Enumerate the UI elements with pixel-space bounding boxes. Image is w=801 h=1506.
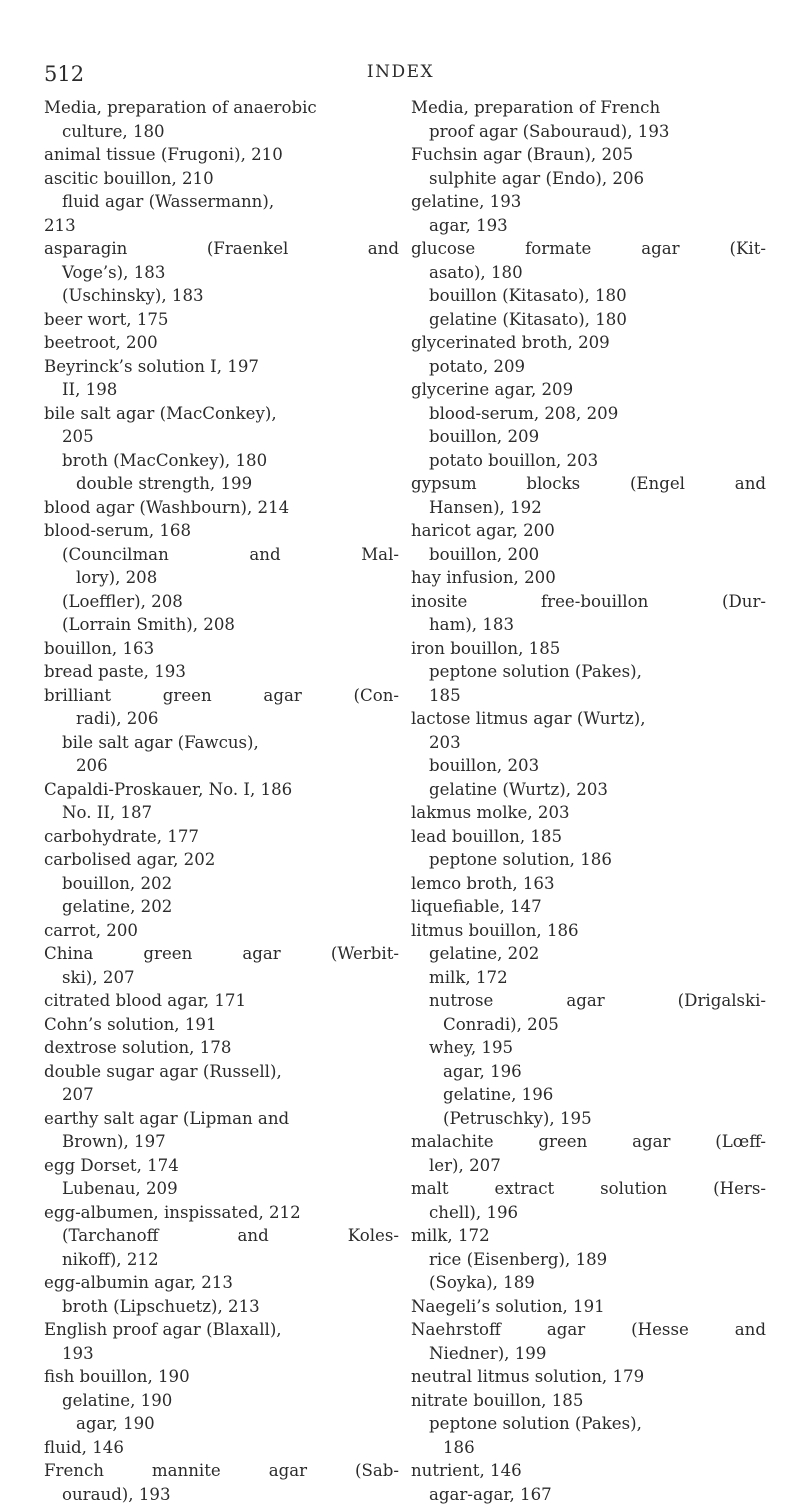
index-entry-line: 193 <box>44 1342 399 1366</box>
index-entry-line: citrated blood agar, 171 <box>44 989 399 1013</box>
index-entry-line: agar, 190 <box>44 1412 399 1436</box>
index-entry-line: Beyrinck’s solution I, 197 <box>44 355 399 379</box>
index-entry-line: bouillon, 200 <box>411 543 766 567</box>
index-entry-line: 185 <box>411 684 766 708</box>
index-entry-line: blood-serum, 208, 209 <box>411 402 766 426</box>
index-entry-line: Brown), 197 <box>44 1130 399 1154</box>
running-header <box>0 62 801 88</box>
index-entry-line: haricot agar, 200 <box>411 519 766 543</box>
index-entry-line: Hansen), 192 <box>411 496 766 520</box>
index-entry-line: China green agar (Werbit- <box>44 942 399 966</box>
index-entry-line: 206 <box>44 754 399 778</box>
index-entry-line: Media, preparation of anaerobic <box>44 96 399 120</box>
index-entry-line: bread paste, 193 <box>44 660 399 684</box>
index-entry-line: beer wort, 175 <box>44 308 399 332</box>
index-entry-line: egg-albumin agar, 213 <box>44 1271 399 1295</box>
index-entry-line: broth (MacConkey), 180 <box>44 449 399 473</box>
index-entry-line: blood agar (Washbourn), 214 <box>44 496 399 520</box>
index-entry-line: peptone solution (Pakes), <box>411 1412 766 1436</box>
index-entry-line: whey, 195 <box>411 1036 766 1060</box>
index-entry-line: litmus bouillon, 186 <box>411 919 766 943</box>
index-entry-line: lead bouillon, 185 <box>411 825 766 849</box>
running-title: INDEX <box>0 62 801 82</box>
index-entry-line: asparagin (Fraenkel and <box>44 237 399 261</box>
index-entry-line: Conradi), 205 <box>411 1013 766 1037</box>
index-entry-line: fluid agar (Wassermann), <box>44 190 399 214</box>
index-entry-line: 213 <box>44 214 399 238</box>
index-entry-line: gelatine, 190 <box>44 1389 399 1413</box>
index-entry-line: carbolised agar, 202 <box>44 848 399 872</box>
index-entry-line: gelatine, 193 <box>411 190 766 214</box>
index-entry-line: ouraud), 193 <box>44 1483 399 1506</box>
index-entry-line: Cohn’s solution, 191 <box>44 1013 399 1037</box>
index-entry-line: asato), 180 <box>411 261 766 285</box>
index-entry-line: malachite green agar (Lœff- <box>411 1130 766 1154</box>
index-entry-line: Niedner), 199 <box>411 1342 766 1366</box>
index-entry-line: (Loeffler), 208 <box>44 590 399 614</box>
index-entry-line: hay infusion, 200 <box>411 566 766 590</box>
index-entry-line: chell), 196 <box>411 1201 766 1225</box>
index-entry-line: bile salt agar (MacConkey), <box>44 402 399 426</box>
index-entry-line: double strength, 199 <box>44 472 399 496</box>
index-entry-line: dextrose solution, 178 <box>44 1036 399 1060</box>
index-entry-line: rice (Eisenberg), 189 <box>411 1248 766 1272</box>
index-entry-line: fish bouillon, 190 <box>44 1365 399 1389</box>
index-entry-line: II, 198 <box>44 378 399 402</box>
index-entry-line: bouillon, 202 <box>44 872 399 896</box>
index-entry-line: animal tissue (Frugoni), 210 <box>44 143 399 167</box>
index-entry-line: (Uschinsky), 183 <box>44 284 399 308</box>
index-entry-line: Media, preparation of French <box>411 96 766 120</box>
index-entry-line: (Lorrain Smith), 208 <box>44 613 399 637</box>
index-entry-line: potato bouillon, 203 <box>411 449 766 473</box>
index-entry-line: Naegeli’s solution, 191 <box>411 1295 766 1319</box>
index-entry-line: ascitic bouillon, 210 <box>44 167 399 191</box>
index-entry-line: nutrient, 146 <box>411 1459 766 1483</box>
index-entry-line: double sugar agar (Russell), <box>44 1060 399 1084</box>
index-entry-line: earthy salt agar (Lipman and <box>44 1107 399 1131</box>
index-entry-line: inosite free-bouillon (Dur- <box>411 590 766 614</box>
index-entry-line: agar, 196 <box>411 1060 766 1084</box>
index-entry-line: egg-albumen, inspissated, 212 <box>44 1201 399 1225</box>
index-entry-line: lory), 208 <box>44 566 399 590</box>
index-entry-line: lakmus molke, 203 <box>411 801 766 825</box>
index-entry-line: gelatine, 196 <box>411 1083 766 1107</box>
index-entry-line: gelatine (Kitasato), 180 <box>411 308 766 332</box>
index-entry-line: fluid, 146 <box>44 1436 399 1460</box>
index-entry-line: agar, 193 <box>411 214 766 238</box>
index-entry-line: gelatine, 202 <box>411 942 766 966</box>
index-entry-line: gelatine (Wurtz), 203 <box>411 778 766 802</box>
index-entry-line: carbohydrate, 177 <box>44 825 399 849</box>
index-entry-line: bouillon, 203 <box>411 754 766 778</box>
index-entry-line: beetroot, 200 <box>44 331 399 355</box>
index-entry-line: gypsum blocks (Engel and <box>411 472 766 496</box>
index-entry-line: potato, 209 <box>411 355 766 379</box>
index-entry-line: glucose formate agar (Kit- <box>411 237 766 261</box>
index-entry-line: Naehrstoff agar (Hesse and <box>411 1318 766 1342</box>
index-entry-line: brilliant green agar (Con- <box>44 684 399 708</box>
index-entry-line: neutral litmus solution, 179 <box>411 1365 766 1389</box>
index-entry-line: egg Dorset, 174 <box>44 1154 399 1178</box>
index-entry-line: nikoff), 212 <box>44 1248 399 1272</box>
index-entry-line: 186 <box>411 1436 766 1460</box>
index-entry-line: malt extract solution (Hers- <box>411 1177 766 1201</box>
index-entry-line: peptone solution, 186 <box>411 848 766 872</box>
index-entry-line: Capaldi-Proskauer, No. I, 186 <box>44 778 399 802</box>
index-entry-line: iron bouillon, 185 <box>411 637 766 661</box>
index-entry-line: milk, 172 <box>411 966 766 990</box>
index-entry-line: carrot, 200 <box>44 919 399 943</box>
index-entry-line: Lubenau, 209 <box>44 1177 399 1201</box>
index-entry-line: Voge’s), 183 <box>44 261 399 285</box>
index-entry-line: agar-agar, 167 <box>411 1483 766 1506</box>
index-entry-line: (Soyka), 189 <box>411 1271 766 1295</box>
index-column-right <box>411 96 766 1506</box>
page-number: 512 <box>44 62 84 86</box>
index-entry-line: No. II, 187 <box>44 801 399 825</box>
index-entry-line: liquefiable, 147 <box>411 895 766 919</box>
index-entry-line: (Councilman and Mal- <box>44 543 399 567</box>
index-entry-line: nutrose agar (Drigalski- <box>411 989 766 1013</box>
index-entry-line: bouillon, 209 <box>411 425 766 449</box>
index-entry-line: glycerine agar, 209 <box>411 378 766 402</box>
index-entry-line: blood-serum, 168 <box>44 519 399 543</box>
index-entry-line: 203 <box>411 731 766 755</box>
index-entry-line: proof agar (Sabouraud), 193 <box>411 120 766 144</box>
index-entry-line: bouillon, 163 <box>44 637 399 661</box>
index-entry-line: lactose litmus agar (Wurtz), <box>411 707 766 731</box>
index-entry-line: glycerinated broth, 209 <box>411 331 766 355</box>
index-entry-line: culture, 180 <box>44 120 399 144</box>
index-entry-line: Fuchsin agar (Braun), 205 <box>411 143 766 167</box>
index-entry-line: nitrate bouillon, 185 <box>411 1389 766 1413</box>
index-entry-line: French mannite agar (Sab- <box>44 1459 399 1483</box>
index-entry-line: ski), 207 <box>44 966 399 990</box>
index-entry-line: ler), 207 <box>411 1154 766 1178</box>
index-entry-line: bile salt agar (Fawcus), <box>44 731 399 755</box>
index-entry-line: radi), 206 <box>44 707 399 731</box>
index-entry-line: broth (Lipschuetz), 213 <box>44 1295 399 1319</box>
index-entry-line: milk, 172 <box>411 1224 766 1248</box>
index-entry-line: sulphite agar (Endo), 206 <box>411 167 766 191</box>
index-entry-line: (Petruschky), 195 <box>411 1107 766 1131</box>
index-entry-line: gelatine, 202 <box>44 895 399 919</box>
index-column-left <box>44 96 399 1506</box>
index-entry-line: bouillon (Kitasato), 180 <box>411 284 766 308</box>
index-entry-line: 205 <box>44 425 399 449</box>
index-entry-line: English proof agar (Blaxall), <box>44 1318 399 1342</box>
index-entry-line: ham), 183 <box>411 613 766 637</box>
index-entry-line: 207 <box>44 1083 399 1107</box>
index-entry-line: peptone solution (Pakes), <box>411 660 766 684</box>
index-entry-line: lemco broth, 163 <box>411 872 766 896</box>
index-entry-line: (Tarchanoff and Koles- <box>44 1224 399 1248</box>
